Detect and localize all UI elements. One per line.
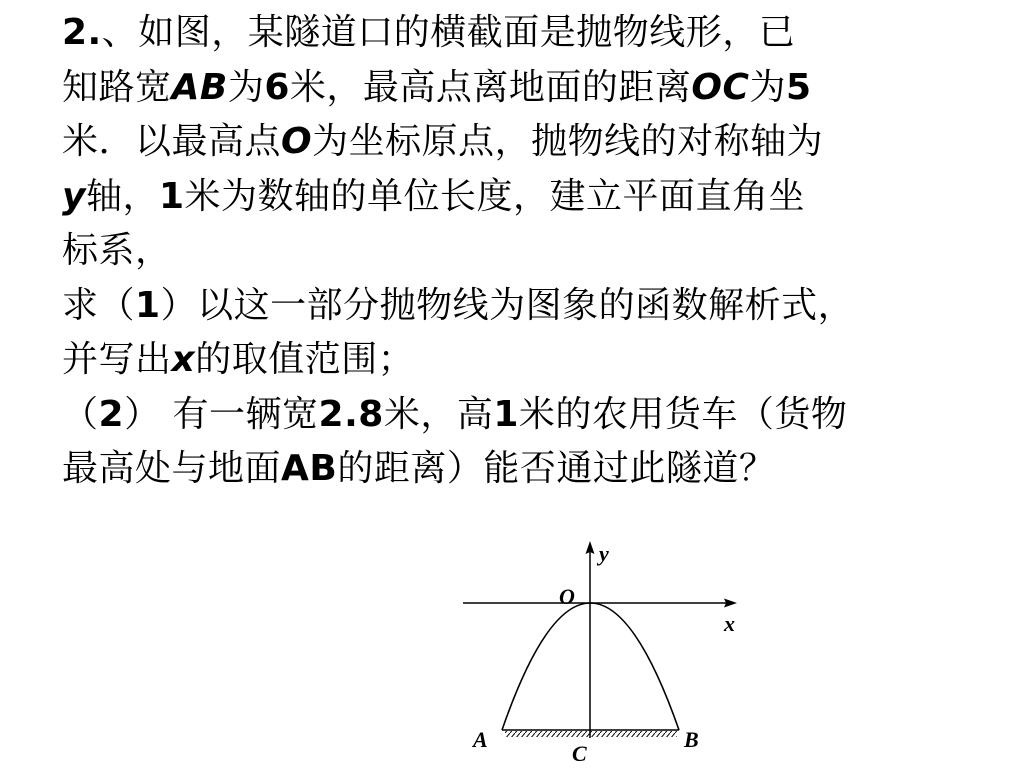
text-segment: 知路宽: [62, 66, 172, 108]
text-segment: 为: [749, 66, 786, 108]
point-c-label: C: [572, 741, 587, 765]
y-axis-label: y: [599, 541, 609, 566]
number-2-8: 2.8: [318, 393, 384, 435]
problem-line-7: [62, 333, 1017, 388]
problem-line-6: [62, 279, 1017, 334]
point-a-label: A: [473, 727, 488, 752]
segment-ab-label: AB: [171, 66, 228, 108]
text-segment: 的距离）能否通过此隧道？: [337, 448, 776, 489]
text-segment: ）以这一部分抛物线为图象的函数解析式，: [160, 284, 855, 326]
number-1: 1: [158, 175, 185, 217]
problem-line-3: [62, 115, 1017, 170]
point-o-label: O: [281, 121, 313, 162]
text-segment: 的取值范围；: [195, 339, 415, 380]
text-segment: 求（: [62, 284, 136, 326]
text-segment: 最高处与地面: [62, 448, 282, 489]
number-1: 1: [493, 393, 519, 435]
ground-hatch-left: [505, 731, 590, 737]
problem-line-8: [62, 388, 1017, 443]
text-segment: 轴，: [85, 175, 159, 217]
point-b-label: B: [684, 727, 699, 752]
problem-line-5: [62, 224, 1017, 279]
part-number-1: 1: [135, 284, 161, 326]
problem-line-1: [62, 6, 1017, 61]
text-segment: 米为数轴的单位长度，建立平面直角坐: [184, 175, 806, 217]
part-number-2: 2: [98, 393, 125, 435]
problem-text: [62, 6, 1017, 497]
number-5: 5: [785, 66, 812, 108]
problem-line-4: [62, 170, 1017, 225]
x-variable: x: [171, 339, 196, 380]
text-segment: 并写出: [62, 339, 172, 380]
problem-line-2: [62, 61, 1017, 116]
tunnel-diagram: [455, 535, 755, 765]
text-segment: 米，高: [383, 393, 494, 435]
text-segment: 米．以最高点: [62, 121, 282, 162]
x-axis-label: x: [724, 611, 735, 636]
text-segment: 为: [227, 66, 265, 108]
y-axis-label: y: [62, 175, 86, 217]
text-segment: 标系，: [62, 230, 172, 271]
problem-number: 2.: [62, 12, 102, 53]
text-segment: 米的农用货车（货物: [518, 393, 848, 435]
problem-line-9: [62, 442, 1017, 497]
text-segment: 为坐标原点，抛物线的对称轴为: [312, 121, 824, 162]
text-segment: 米，最高点离地面的距离: [289, 66, 692, 108]
origin-label: O: [559, 584, 575, 609]
segment-ab-label: AB: [281, 448, 338, 489]
text-segment: 、如图，某隧道口的横截面是抛物线形，已: [101, 12, 796, 53]
text-segment: （: [62, 393, 99, 435]
number-6: 6: [264, 66, 290, 108]
segment-oc-label: OC: [691, 66, 750, 108]
text-segment: ） 有一辆宽: [124, 393, 319, 435]
ground-hatch-right: [590, 731, 677, 737]
